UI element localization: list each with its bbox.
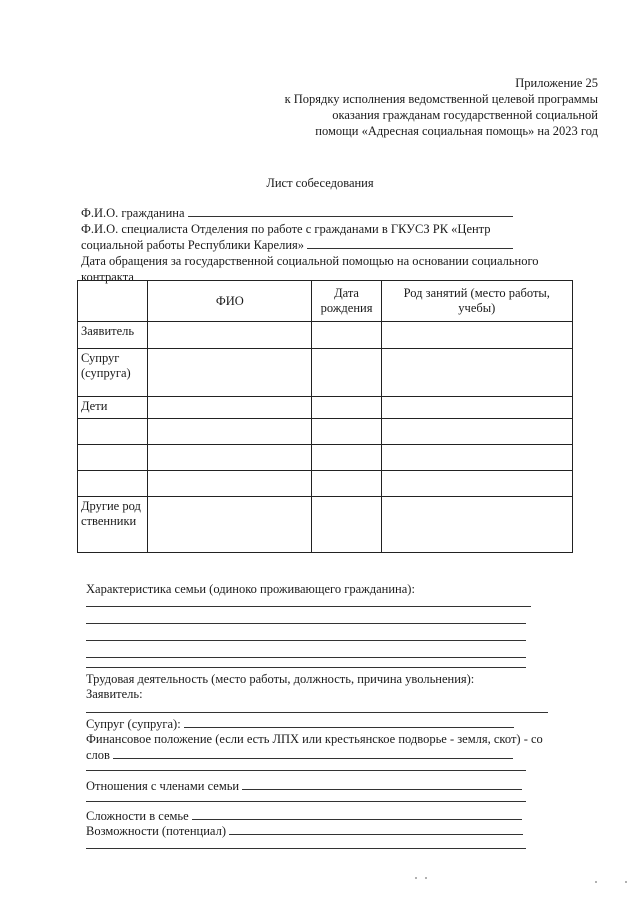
applicant-work-line[interactable]: [86, 712, 548, 713]
table-cell[interactable]: [148, 497, 312, 553]
appendix-line-2: к Порядку исполнения ведомственной целевой программы: [284, 92, 598, 106]
table-cell[interactable]: [312, 471, 381, 497]
table-cell[interactable]: [312, 397, 381, 419]
specialist-name-field-cont: [81, 237, 561, 253]
table-row: [78, 419, 573, 445]
difficulties-label: Сложности в семье: [86, 809, 189, 823]
family-characteristics-line[interactable]: [86, 657, 526, 658]
table-cell[interactable]: [381, 497, 572, 553]
table-cell[interactable]: [148, 397, 312, 419]
table-row: [78, 445, 573, 471]
table-cell[interactable]: [312, 419, 381, 445]
finance-label-1: Финансовое положение (если есть ЛПХ или крестьянское подворье - земля, скот) - со: [86, 732, 543, 746]
table-cell[interactable]: [381, 397, 572, 419]
difficulties-blank[interactable]: [192, 809, 522, 820]
row-label: Заявитель: [78, 322, 148, 349]
finance-field: [86, 747, 556, 763]
table-cell[interactable]: [381, 445, 572, 471]
family-members-table: [77, 280, 573, 553]
family-characteristics-line[interactable]: [86, 606, 531, 607]
table-cell[interactable]: [148, 322, 312, 349]
finance-line[interactable]: [86, 770, 526, 771]
potential-field: [86, 823, 556, 839]
relations-line[interactable]: [86, 801, 526, 802]
table-cell[interactable]: [381, 349, 572, 397]
table-header-cell: ФИО: [148, 281, 312, 322]
table-header-cell: Дата рождения: [312, 281, 381, 322]
table-row: [78, 397, 573, 419]
relations-field: [86, 778, 556, 794]
table-cell[interactable]: [148, 349, 312, 397]
table-cell[interactable]: [381, 322, 572, 349]
citizen-name-field: [81, 205, 561, 221]
table-row: [78, 322, 573, 349]
table-row: [78, 471, 573, 497]
request-date-label-1: Дата обращения за государственной социальной помощью на основании социального: [81, 254, 539, 268]
relations-label: Отношения с членами семьи: [86, 779, 240, 793]
appendix-line-3: оказания гражданам государственной социальной: [332, 108, 598, 122]
table-cell[interactable]: [148, 445, 312, 471]
finance-label-2: слов: [86, 748, 110, 762]
table-cell[interactable]: [381, 419, 572, 445]
table-cell[interactable]: [312, 322, 381, 349]
table-cell[interactable]: [148, 419, 312, 445]
table-cell[interactable]: [148, 471, 312, 497]
relations-blank[interactable]: [242, 779, 522, 790]
scan-speck: [425, 877, 427, 879]
spouse-work-field: [86, 716, 556, 732]
citizen-name-blank[interactable]: [188, 206, 513, 217]
table-cell[interactable]: [312, 445, 381, 471]
labor-activity-label: Трудовая деятельность (место работы, должность, причина увольнения):: [86, 672, 475, 686]
potential-label: Возможности (потенциал): [86, 824, 226, 838]
family-characteristics-line[interactable]: [86, 640, 526, 641]
spouse-work-blank[interactable]: [184, 717, 514, 728]
difficulties-field: [86, 808, 556, 824]
request-date-label-2: контракта: [81, 270, 134, 284]
appendix-number: Приложение 25: [515, 76, 598, 90]
appendix-line-4: помощи «Адресная социальная помощь» на 2023 год: [315, 124, 598, 138]
table-cell[interactable]: [312, 497, 381, 553]
scan-speck: [415, 877, 417, 879]
header-fields: [81, 205, 561, 285]
potential-line[interactable]: [86, 848, 526, 849]
applicant-label: Заявитель:: [86, 687, 143, 701]
specialist-label-2: социальной работы Республики Карелия»: [81, 238, 305, 252]
table-cell[interactable]: [312, 349, 381, 397]
table-row: [78, 497, 573, 553]
citizen-name-label: Ф.И.О. гражданина: [81, 206, 185, 220]
row-label: Другие родственники: [78, 497, 148, 553]
request-date-field: [81, 253, 561, 269]
table-header-cell: Род занятий (место работы, учебы): [381, 281, 572, 322]
table-cell[interactable]: [381, 471, 572, 497]
table-header-row: [78, 281, 573, 322]
row-label: Супруг (супруга): [78, 349, 148, 397]
family-characteristics-line[interactable]: [86, 623, 526, 624]
spouse-label: Супруг (супруга):: [86, 717, 181, 731]
row-label: Дети: [78, 397, 148, 419]
scan-speck: [595, 881, 597, 883]
specialist-name-field: [81, 221, 561, 237]
family-characteristics-line[interactable]: [86, 667, 526, 668]
row-label: [78, 419, 148, 445]
specialist-name-blank[interactable]: [307, 238, 513, 249]
table-header-cell: [78, 281, 148, 322]
table-row: [78, 349, 573, 397]
document-title: Лист собеседования: [266, 176, 374, 190]
row-label: [78, 445, 148, 471]
family-characteristics-label: Характеристика семьи (одиноко проживающего гражданина):: [86, 582, 415, 596]
row-label: [78, 471, 148, 497]
scan-speck: [625, 881, 627, 883]
appendix-header: [238, 75, 598, 139]
potential-blank[interactable]: [229, 824, 523, 835]
specialist-label-1: Ф.И.О. специалиста Отделения по работе с гражданами в ГКУСЗ РК «Центр: [81, 222, 491, 236]
finance-blank[interactable]: [113, 748, 513, 759]
